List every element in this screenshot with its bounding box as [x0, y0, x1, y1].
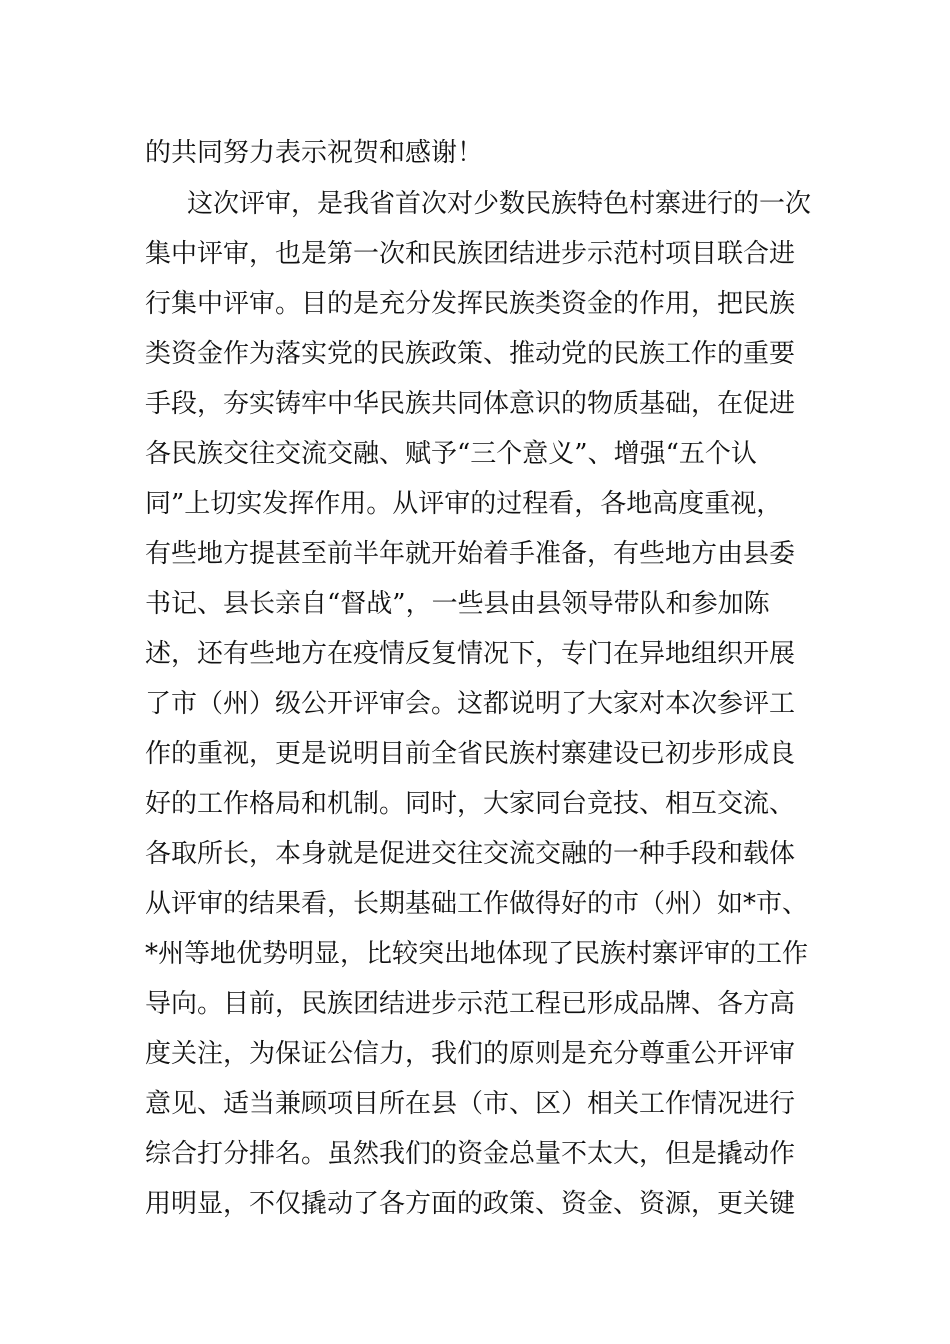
text-line: 了市（州）级公开评审会。这都说明了大家对本次参评工 [145, 689, 796, 719]
text-line: 导向。目前，民族团结进步示范工程已形成品牌、各方高 [145, 989, 796, 1019]
text-line: 从评审的结果看，长期基础工作做得好的市（州）如*市、 [145, 889, 809, 919]
text-line: 各取所长，本身就是促进交往交流交融的一种手段和载体 [145, 839, 796, 869]
text-line: 类资金作为落实党的民族政策、推动党的民族工作的重要 [145, 339, 796, 369]
text-line: 的共同努力表示祝贺和感谢！ [145, 138, 484, 168]
text-line: 行集中评审。目的是充分发挥民族类资金的作用，把民族 [145, 289, 796, 319]
text-line: 手段，夯实铸牢中华民族共同体意识的物质基础，在促进 [145, 389, 796, 419]
text-line: *州等地优势明显，比较突出地体现了民族村寨评审的工作 [145, 939, 809, 969]
text-line: 集中评审，也是第一次和民族团结进步示范村项目联合进 [145, 239, 796, 269]
text-line: 度关注，为保证公信力，我们的原则是充分尊重公开评审 [145, 1039, 796, 1069]
text-line: 意见、适当兼顾项目所在县（市、区）相关工作情况进行 [145, 1089, 796, 1119]
text-line: 用明显，不仅撬动了各方面的政策、资金、资源，更关键 [145, 1189, 796, 1219]
text-line: 同”上切实发挥作用。从评审的过程看，各地高度重视， [145, 489, 783, 519]
text-line: 好的工作格局和机制。同时，大家同台竞技、相互交流、 [145, 789, 796, 819]
text-line: 书记、县长亲自“督战”，一些县由县领导带队和参加陈 [145, 589, 770, 619]
text-line: 各民族交往交流交融、赋予“三个意义”、增强“五个认 [145, 439, 757, 469]
text-line: 述，还有些地方在疫情反复情况下，专门在异地组织开展 [145, 639, 796, 669]
paragraph-first-line: 这次评审，是我省首次对少数民族特色村寨进行的一次 [187, 189, 812, 219]
text-line: 作的重视，更是说明目前全省民族村寨建设已初步形成良 [145, 739, 796, 769]
text-line: 有些地方提甚至前半年就开始着手准备，有些地方由县委 [145, 539, 796, 569]
text-line: 综合打分排名。虽然我们的资金总量不太大，但是撬动作 [145, 1139, 796, 1169]
